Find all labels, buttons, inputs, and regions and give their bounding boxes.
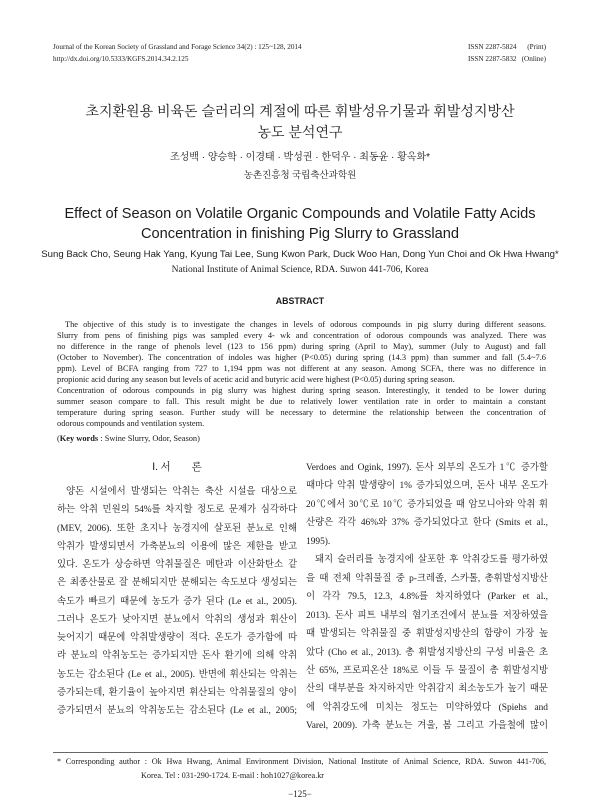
korean-affiliation: 농촌진흥청 국립축산과학원 (243, 171, 357, 181)
abstract-line: (October to November). The concentration of indoles was higher (P<0.05) during spring (14.3 ppm) than summer and fall (5.4~7.6 (57, 352, 546, 362)
body-line: 이 각각 79.5, 12.3, 4.8%를 차지하였다 (Parker et al., (306, 592, 548, 603)
body-line: 산 65%, 프로피온산 18%로 이들 두 물질이 총 휘발성지방 (306, 665, 548, 676)
issn-online-label: (Online) (521, 55, 546, 63)
keywords-label: Key words (59, 433, 99, 443)
issn-online-number: ISSN 2287-5832 (468, 55, 517, 63)
korean-authors: 조성백 · 양승학 · 이경태 · 박성권 · 한덕우 · 최동윤 · 황옥화* (169, 152, 431, 163)
body-line: (MEV, 2006). 또한 초지나 농경지에 살포된 분뇨로 인해 (57, 523, 297, 534)
abstract-line: temperature during spring season. Further study will be necessary to determine the relationship between the concentration of (57, 407, 546, 417)
running-header-left (53, 41, 302, 65)
doi-text: http://dx.doi.org/10.5333/KGFS.2014.34.2.125 (53, 55, 189, 63)
body-line: 양돈 시설에서 발생되는 악취는 축산 시설을 대상으로 (66, 487, 297, 497)
body-line: 을 때 전체 악취물질 중 p-크레졸, 스카톨, 총휘발성지방산 (306, 573, 548, 584)
body-line: 속도가 빠르기 때문에 농도가 증가 된다 (Le et al., 2005). (57, 596, 297, 607)
body-line: 20℃에서 30℃로 10℃ 증가되었을 때 암모니아와 악취 휘 (306, 499, 548, 510)
footnote-line: Korea. Tel : 031-290-1724. E-mail : hoh1027@korea.kr (141, 771, 325, 780)
english-title-line-1: Effect of Season on Volatile Organic Compounds and Volatile Fatty Acids (64, 206, 536, 222)
body-line: 농도는 감소된다 (Le et al., 2005). 반면에 휘산되는 악취는 (57, 669, 297, 680)
abstract-body (57, 319, 546, 429)
abstract-line: Slurry from pens of finishing pigs was sampled every 4- wk and concentration of odorous compounds was analyzed. There was (57, 330, 546, 340)
section-heading-introduction: Ⅰ. 서 론 (152, 462, 202, 473)
body-line: 악취가 발생되면서 가축분뇨의 이용에 많은 제한을 받고 (57, 541, 297, 552)
body-line: 1995). (306, 536, 331, 547)
body-line: 때 발생되는 악취물질 중 휘발성지방산의 함량이 가장 높 (306, 629, 548, 640)
english-affiliation: National Institute of Animal Science, RDA. Suwon 441-706, Korea (171, 265, 429, 275)
english-title (0, 204, 600, 244)
body-line: 증가되면서 분뇨의 악취농도는 감소된다 (Le et al., 2005; (57, 706, 297, 716)
keywords-open: ( (57, 433, 60, 443)
body-line: 은 최종산물로 잘 분해되지만 분해되는 속도보다 생성되는 (57, 578, 297, 589)
keywords-text: : Swine Slurry, Odor, Season) (98, 433, 200, 443)
abstract-line: summer season compare to fall. This result might be due to relatively lower ventilation rate in order to maintain a constant (57, 396, 546, 406)
body-line: 하는 악취 민원의 54%를 차지할 정도로 문제가 심각하다 (57, 505, 297, 516)
keywords (57, 433, 546, 444)
footnote-rule (53, 752, 548, 753)
body-column-left (57, 483, 297, 720)
body-line: 산의 대부분을 차지하지만 악취감지 최소농도가 높기 때문 (306, 684, 548, 695)
body-line: 2013). 돈사 피트 내부의 혐기조건에서 분뇨를 저장하였을 (306, 610, 548, 621)
body-line: 았다 (Cho et al., 2013). 총 휘발성지방산의 구성 비율은 초 (306, 647, 548, 658)
korean-title (0, 101, 600, 143)
issn-print-number: ISSN 2287-5824 (468, 43, 517, 51)
body-line: 라 분뇨의 악취농도는 증가되지만 돈사 환기에 의해 악취 (57, 651, 297, 662)
korean-title-line-1: 초지환원용 비육돈 슬러리의 계절에 따른 휘발성유기물과 휘발성지방산 (85, 103, 515, 119)
body-line: 에 악취강도에 미치는 정도는 미약하였다 (Spiehs and (306, 702, 548, 713)
body-line: Varel, 2009). 가축 분뇨는 겨울, 봄 그리고 가을철에 많이 (306, 721, 548, 732)
abstract-line: no difference in the range of phenols level (123 to 156 ppm) during spring (April to May), summer (July to August) and fall (57, 341, 546, 351)
abstract-line: ppm). Level of BCFA ranging from 727 to 1,194 ppm was not different at any season. Among SCFA, there was no difference in (57, 363, 546, 373)
english-authors: Sung Back Cho, Seung Hak Yang, Kyung Tai Lee, Sung Kwon Park, Duck Woo Han, Dong Yun Choi and Ok Hwa Hwang* (41, 249, 559, 260)
issn-print-label: (Print) (527, 43, 546, 51)
body-line: 그러나 온도가 낮아지면 분뇨에서 악취의 생성과 휘산이 (57, 614, 297, 625)
footnote-line: * Corresponding author : Ok Hwa Hwang, Animal Environment Division, National Institute of Animal Science, RDA. Suwon 441-706, (57, 757, 546, 766)
body-line: 있다. 온도가 상승하면 악취물질은 메탄과 이산화탄소 같 (57, 560, 297, 570)
body-column-right (306, 459, 548, 736)
abstract-heading: ABSTRACT (275, 296, 325, 306)
running-header-right (468, 41, 546, 65)
abstract-line: Concentration of odorous compounds in pig slurry was highest during spring season. Interestingly, it tended to be lower during (57, 385, 546, 395)
issn-online (468, 53, 546, 65)
issn-print (468, 41, 546, 53)
body-line: 산량은 각각 46%와 37% 증가되었다고 한다 (Smits et al., (306, 518, 548, 529)
body-line: 때마다 악취 발생량이 1% 증가되었으며, 돈사 내부 온도가 (306, 481, 548, 492)
abstract-line: The objective of this study is to investigate the changes in levels of odorous compounds in pig slurry during different seasons. (65, 319, 546, 329)
body-line: 증가되는데, 환기율이 높아지면 휘산되는 악취물질의 양이 (57, 687, 297, 698)
corresponding-author-footnote (57, 755, 546, 783)
journal-citation: Journal of the Korean Society of Grassland and Forage Science 34(2) : 125~128, 2014 (53, 43, 302, 51)
english-title-line-2: Concentration in finishing Pig Slurry to Grassland (141, 226, 459, 242)
body-line: 돼지 슬러리를 농경지에 살포한 후 악취강도를 평가하였 (315, 555, 548, 566)
body-line: Verdoes and Ogink, 1997). 돈사 외부의 온도가 1℃ 증가할 (306, 463, 548, 473)
page-number: −125− (288, 789, 312, 799)
abstract-line: odorous compounds and ventilation system. (57, 418, 205, 428)
korean-title-line-2: 농도 분석연구 (257, 124, 343, 140)
abstract-line: propionic acid during any season but levels of acetic acid and butyric acid were highest (P<0.05) during spring season. (57, 374, 455, 384)
body-line: 늦어지기 때문에 악취발생량이 적다. 온도가 증가함에 따 (57, 633, 297, 643)
